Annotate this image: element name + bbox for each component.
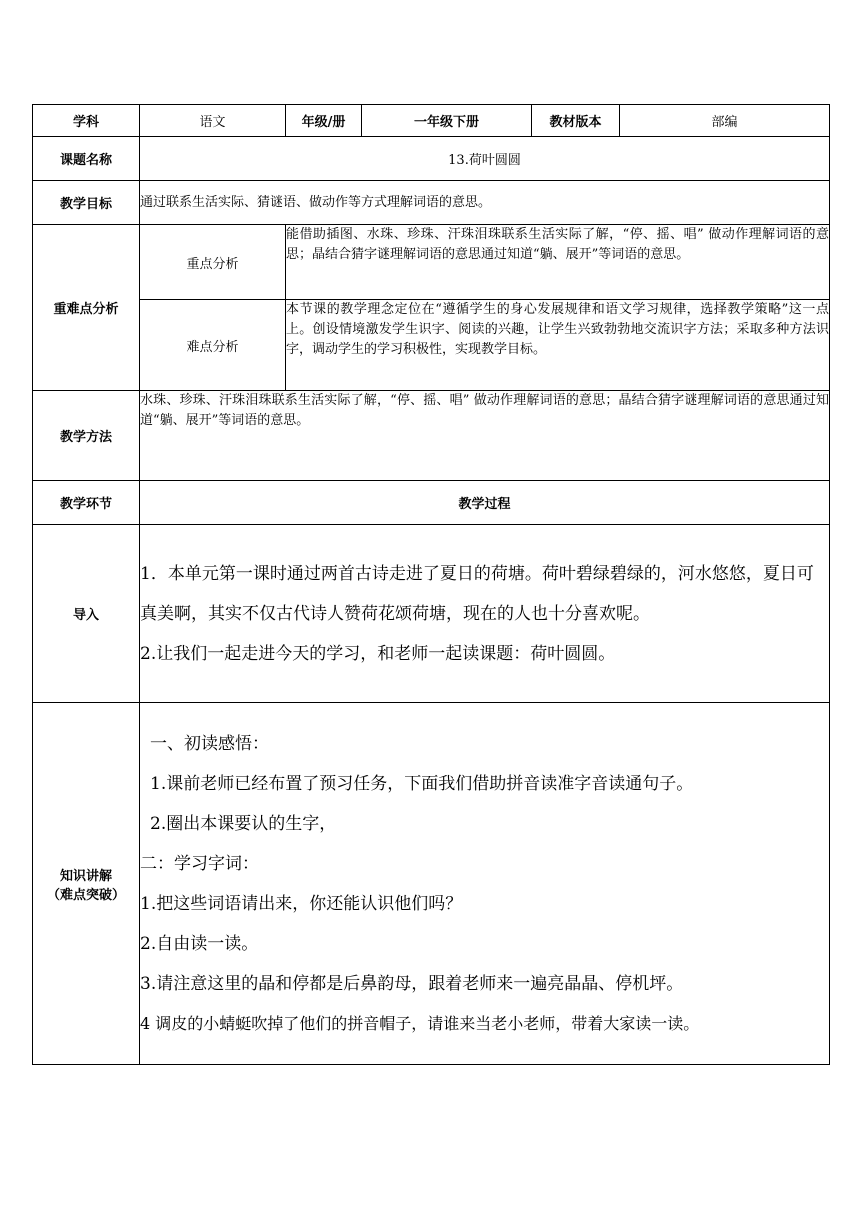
intro-paragraph: 2.让我们一起走进今天的学习，和老师一起读课题：荷叶圆圆。 bbox=[140, 643, 616, 664]
difficult-analysis-label: 难点分析 bbox=[140, 300, 286, 391]
grade-label: 年级/册 bbox=[286, 105, 362, 137]
method-row bbox=[33, 391, 830, 481]
key-analysis-label: 重点分析 bbox=[140, 225, 286, 300]
subject-value: 语文 bbox=[140, 105, 286, 137]
knowledge-line: 4 调皮的小蜻蜓吹掉了他们的拼音帽子，请谁来当老小老师，带着大家读一读。 bbox=[140, 1013, 700, 1033]
analysis-label: 重难点分析 bbox=[33, 225, 140, 391]
difficult-analysis-text: 本节课的教学理念定位在“遵循学生的身心发展规律和语文学习规律，选择教学策略”这一点上。创设情境激发学生识字、阅读的兴趣，让学生兴致勃勃地交流识字方法；采取多种方法识字，调动学生的学习积极性，实现教学目标。 bbox=[286, 300, 830, 391]
knowledge-content bbox=[140, 703, 830, 1065]
goal-text: 通过联系生活实际、猜谜语、做动作等方式理解词语的意思。 bbox=[140, 181, 830, 225]
process-label: 教学过程 bbox=[140, 481, 830, 525]
knowledge-label bbox=[33, 703, 140, 1065]
method-text: 水珠、珍珠、汗珠泪珠联系生活实际了解，“停、摇、唱” 做动作理解词语的意思；晶结合猜字谜理解词语的意思通过知道“躺、展开”等词语的意思。 bbox=[140, 391, 830, 481]
intro-label: 导入 bbox=[33, 525, 140, 703]
edition-value: 部编 bbox=[620, 105, 830, 137]
intro-paragraph: 1．本单元第一课时通过两首古诗走进了夏日的荷塘。荷叶碧绿碧绿的，河水悠悠，夏日可真美啊，其实不仅古代诗人赞荷花颂荷塘，现在的人也十分喜欢呢。 bbox=[140, 563, 814, 624]
knowledge-line: 2.圈出本课要认的生字， bbox=[150, 813, 337, 834]
knowledge-line: 二：学习字词： bbox=[140, 853, 259, 874]
subject-label: 学科 bbox=[33, 105, 140, 137]
knowledge-label-line1: 知识讲解 bbox=[59, 868, 112, 884]
key-analysis-row bbox=[33, 225, 830, 300]
difficult-analysis-row bbox=[33, 300, 830, 391]
goal-row bbox=[33, 181, 830, 225]
knowledge-line: 1.把这些词语请出来，你还能认识他们吗？ bbox=[140, 893, 463, 914]
lesson-title-value: 13.荷叶圆圆 bbox=[140, 137, 830, 181]
knowledge-line: 3.请注意这里的晶和停都是后鼻韵母，跟着老师来一遍亮晶晶、停机坪。 bbox=[140, 973, 684, 994]
intro-row bbox=[33, 525, 830, 703]
process-header-row bbox=[33, 481, 830, 525]
knowledge-line: 一、初读感悟： bbox=[150, 733, 269, 754]
lesson-title-label: 课题名称 bbox=[33, 137, 140, 181]
grade-value: 一年级下册 bbox=[362, 105, 532, 137]
header-row bbox=[33, 105, 830, 137]
method-label: 教学方法 bbox=[33, 391, 140, 481]
lesson-row bbox=[33, 137, 830, 181]
edition-label: 教材版本 bbox=[532, 105, 620, 137]
knowledge-row bbox=[33, 703, 830, 1065]
knowledge-line: 2.自由读一读。 bbox=[140, 933, 259, 954]
stage-label: 教学环节 bbox=[33, 481, 140, 525]
goal-label: 教学目标 bbox=[33, 181, 140, 225]
key-analysis-text: 能借助插图、水珠、珍珠、汗珠泪珠联系生活实际了解，“停、摇、唱” 做动作理解词语的意思；晶结合猜字谜理解词语的意思通过知道“躺、展开”等词语的意思。 bbox=[286, 225, 830, 300]
knowledge-line: 1.课前老师已经布置了预习任务，下面我们借助拼音读准字音读通句子。 bbox=[150, 773, 694, 794]
knowledge-label-line2: （难点突破） bbox=[46, 887, 125, 903]
intro-content bbox=[140, 525, 830, 703]
lesson-plan-table bbox=[32, 104, 830, 1065]
